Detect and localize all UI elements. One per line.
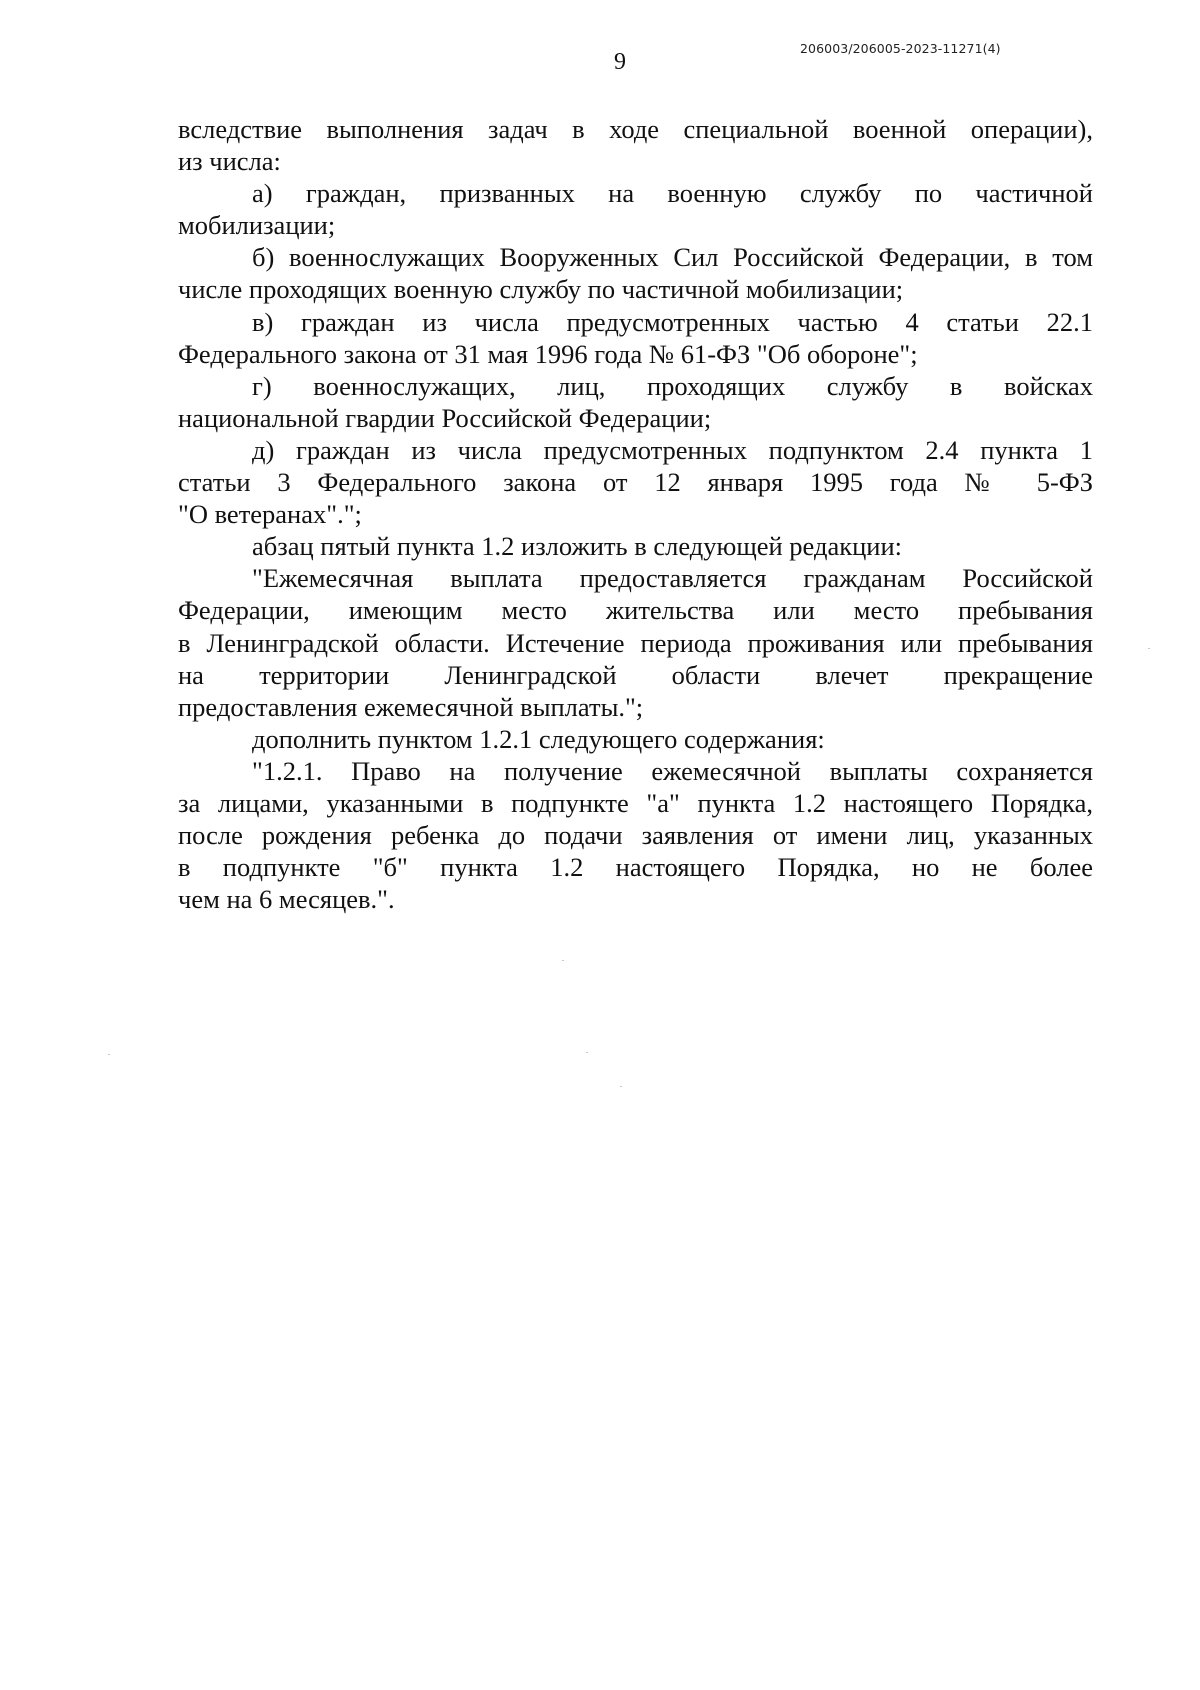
scan-speck: [562, 960, 564, 961]
paragraph-item-g: [178, 370, 1093, 434]
text-line: Федерации, имеющим место жительства или место пребывания: [178, 595, 1093, 626]
paragraph-item-d: [178, 434, 1093, 530]
page-number: 9: [614, 49, 626, 75]
text-line: за лицами, указанными в подпункте "а" пункта 1.2 настоящего Порядка,: [178, 787, 1093, 818]
document-body: [178, 113, 1093, 915]
paragraph-item-v: [178, 306, 1093, 370]
text-line: б) военнослужащих Вооруженных Сил Российской Федерации, в том: [252, 242, 1093, 273]
scan-speck: [108, 1054, 110, 1055]
paragraph-continuation: [178, 113, 1093, 177]
text-line: дополнить пунктом 1.2.1 следующего содержания:: [252, 723, 825, 754]
text-line: статьи 3 Федерального закона от 12 января 1995 года № 5-ФЗ: [178, 467, 1093, 498]
paragraph-quote-monthly-payment: [178, 562, 1093, 722]
text-line: г) военнослужащих, лиц, проходящих службу в войсках: [252, 370, 1093, 401]
text-line: на территории Ленинградской области влечет прекращение: [178, 659, 1093, 690]
document-registration-code: 206003/206005-2023-11271(4): [800, 41, 1001, 56]
paragraph-abzac-5: [178, 530, 1093, 562]
text-line: "Ежемесячная выплата предоставляется гражданам Российской: [252, 563, 1093, 594]
paragraph-item-a: [178, 177, 1093, 241]
text-line: предоставления ежемесячной выплаты.";: [178, 691, 644, 722]
text-line: "О ветеранах".";: [178, 499, 362, 530]
paragraph-item-b: [178, 241, 1093, 305]
scan-speck: [620, 1086, 622, 1087]
text-line: числе проходящих военную службу по частичной мобилизации;: [178, 274, 904, 305]
paragraph-quote-1-2-1: [178, 755, 1093, 915]
text-line: национальной гвардии Российской Федерации;: [178, 402, 712, 433]
text-line: абзац пятый пункта 1.2 изложить в следующей редакции:: [252, 531, 903, 562]
text-line: "1.2.1. Право на получение ежемесячной выплаты сохраняется: [252, 755, 1093, 786]
text-line: в) граждан из числа предусмотренных частью 4 статьи 22.1: [252, 306, 1093, 337]
text-line: чем на 6 месяцев.".: [178, 884, 395, 915]
text-line: вследствие выполнения задач в ходе специальной военной операции),: [178, 114, 1093, 144]
text-line: мобилизации;: [178, 210, 336, 241]
text-line: д) граждан из числа предусмотренных подпунктом 2.4 пункта 1: [252, 434, 1093, 465]
paragraph-add-1-2-1: [178, 723, 1093, 755]
text-line: из числа:: [178, 146, 281, 177]
text-line: а) граждан, призванных на военную службу по частичной: [252, 178, 1093, 209]
text-line: в Ленинградской области. Истечение периода проживания или пребывания: [178, 627, 1093, 658]
scan-speck: [586, 1052, 588, 1053]
scan-speck: [1148, 648, 1150, 649]
text-line: в подпункте "б" пункта 1.2 настоящего Порядка, но не более: [178, 852, 1093, 883]
text-line: после рождения ребенка до подачи заявления от имени лиц, указанных: [178, 820, 1093, 851]
text-line: Федерального закона от 31 мая 1996 года № 61-ФЗ "Об обороне";: [178, 338, 918, 369]
